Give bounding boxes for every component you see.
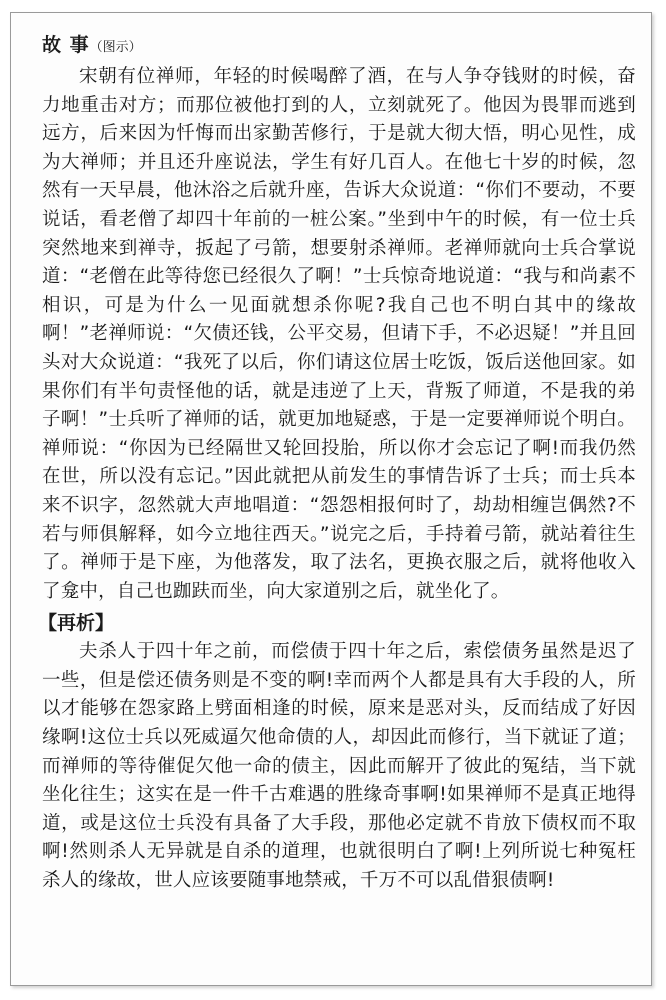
story-paragraph: 宋朝有位禅师，年轻的时候喝醉了酒，在与人争夺钱财的时候，奋力地重击对方；而那位被他打到的人，立刻就死了。他因为畏罪而逃到远方，后来因为忏悔而出家勤苦修行，于是就大彻大悟，明心见性，成为大禅师；并且还升座说法，学生有好几百人。在他七十岁的时候，忽然有一天早晨，他沐浴之后就升座，告诉大众说道：“你们不要动，不要说话，看老僧了却四十年前的一桩公案。”坐到中午的时候，有一位士兵突然地来到禅寺，扳起了弓箭，想要射杀禅师。老禅师就向士兵合掌说道：“老僧在此等待您已经很久了啊！”士兵惊奇地说道：“我与和尚素不相识，可是为什么一见面就想杀你呢?我自己也不明白其中的缘故啊！”老禅师说：“欠债还钱，公平交易，但请下手，不必迟疑！”并且回头对大众说道：“我死了以后，你们请这位居士吃饭，饭后送他回家。如果你们有半句责怪他的话，就是违逆了上天，背叛了师道，不是我的弟子啊！”士兵听了禅师的话，就更加地疑惑，于是一定要禅师说个明白。禅师说：“你因为已经隔世又轮回投胎，所以你才会忘记了啊!而我仍然在世，所以没有忘记。”因此就把从前发生的事情告诉了士兵；而士兵本来不识字，忽然就大声地唱道：“怨怨相报何时了，劫劫相缠岂偶然?不若与师俱解释，如今立地往西天。”说完之后，手持着弓箭，就站着往生了。禅师于是下座，为他落发，取了法名，更换衣服之后，就将他收入了龛中，自己也跏趺而坐，向大家道别之后，就坐化了。: [42, 66, 636, 602]
document-content: [38, 30, 636, 896]
story-heading-note: （图示）: [89, 40, 142, 55]
story-heading-title: 故 事: [42, 34, 90, 56]
analysis-paragraph: 夫杀人于四十年之前，而偿债于四十年之后，索偿债务虽然是迟了一些，但是偿还债务则是不变的啊!幸而两个人都是具有大手段的人，所以才能够在怨家路上劈面相逢的时候，原来是恶对头，反而结成了好因缘啊!这位士兵以死威逼欠他命债的人，却因此而修行，当下就证了道；而禅师的等待催促欠他一命的债主，因此而解开了彼此的冤结，当下就坐化往生；这实在是一件千古难遇的胜缘奇事啊!如果禅师不是真正地得道，或是这位士兵没有具备了大手段，那他必定就不肯放下债权而不取啊!然则杀人无异就是自杀的道理，也就很明白了啊!上列所说七种冤枉杀人的缘故，世人应该要随事地禁戒，千万不可以乱借狠债啊!: [42, 641, 636, 892]
analysis-heading: 【再析】: [38, 612, 115, 635]
story-heading: [42, 30, 636, 63]
